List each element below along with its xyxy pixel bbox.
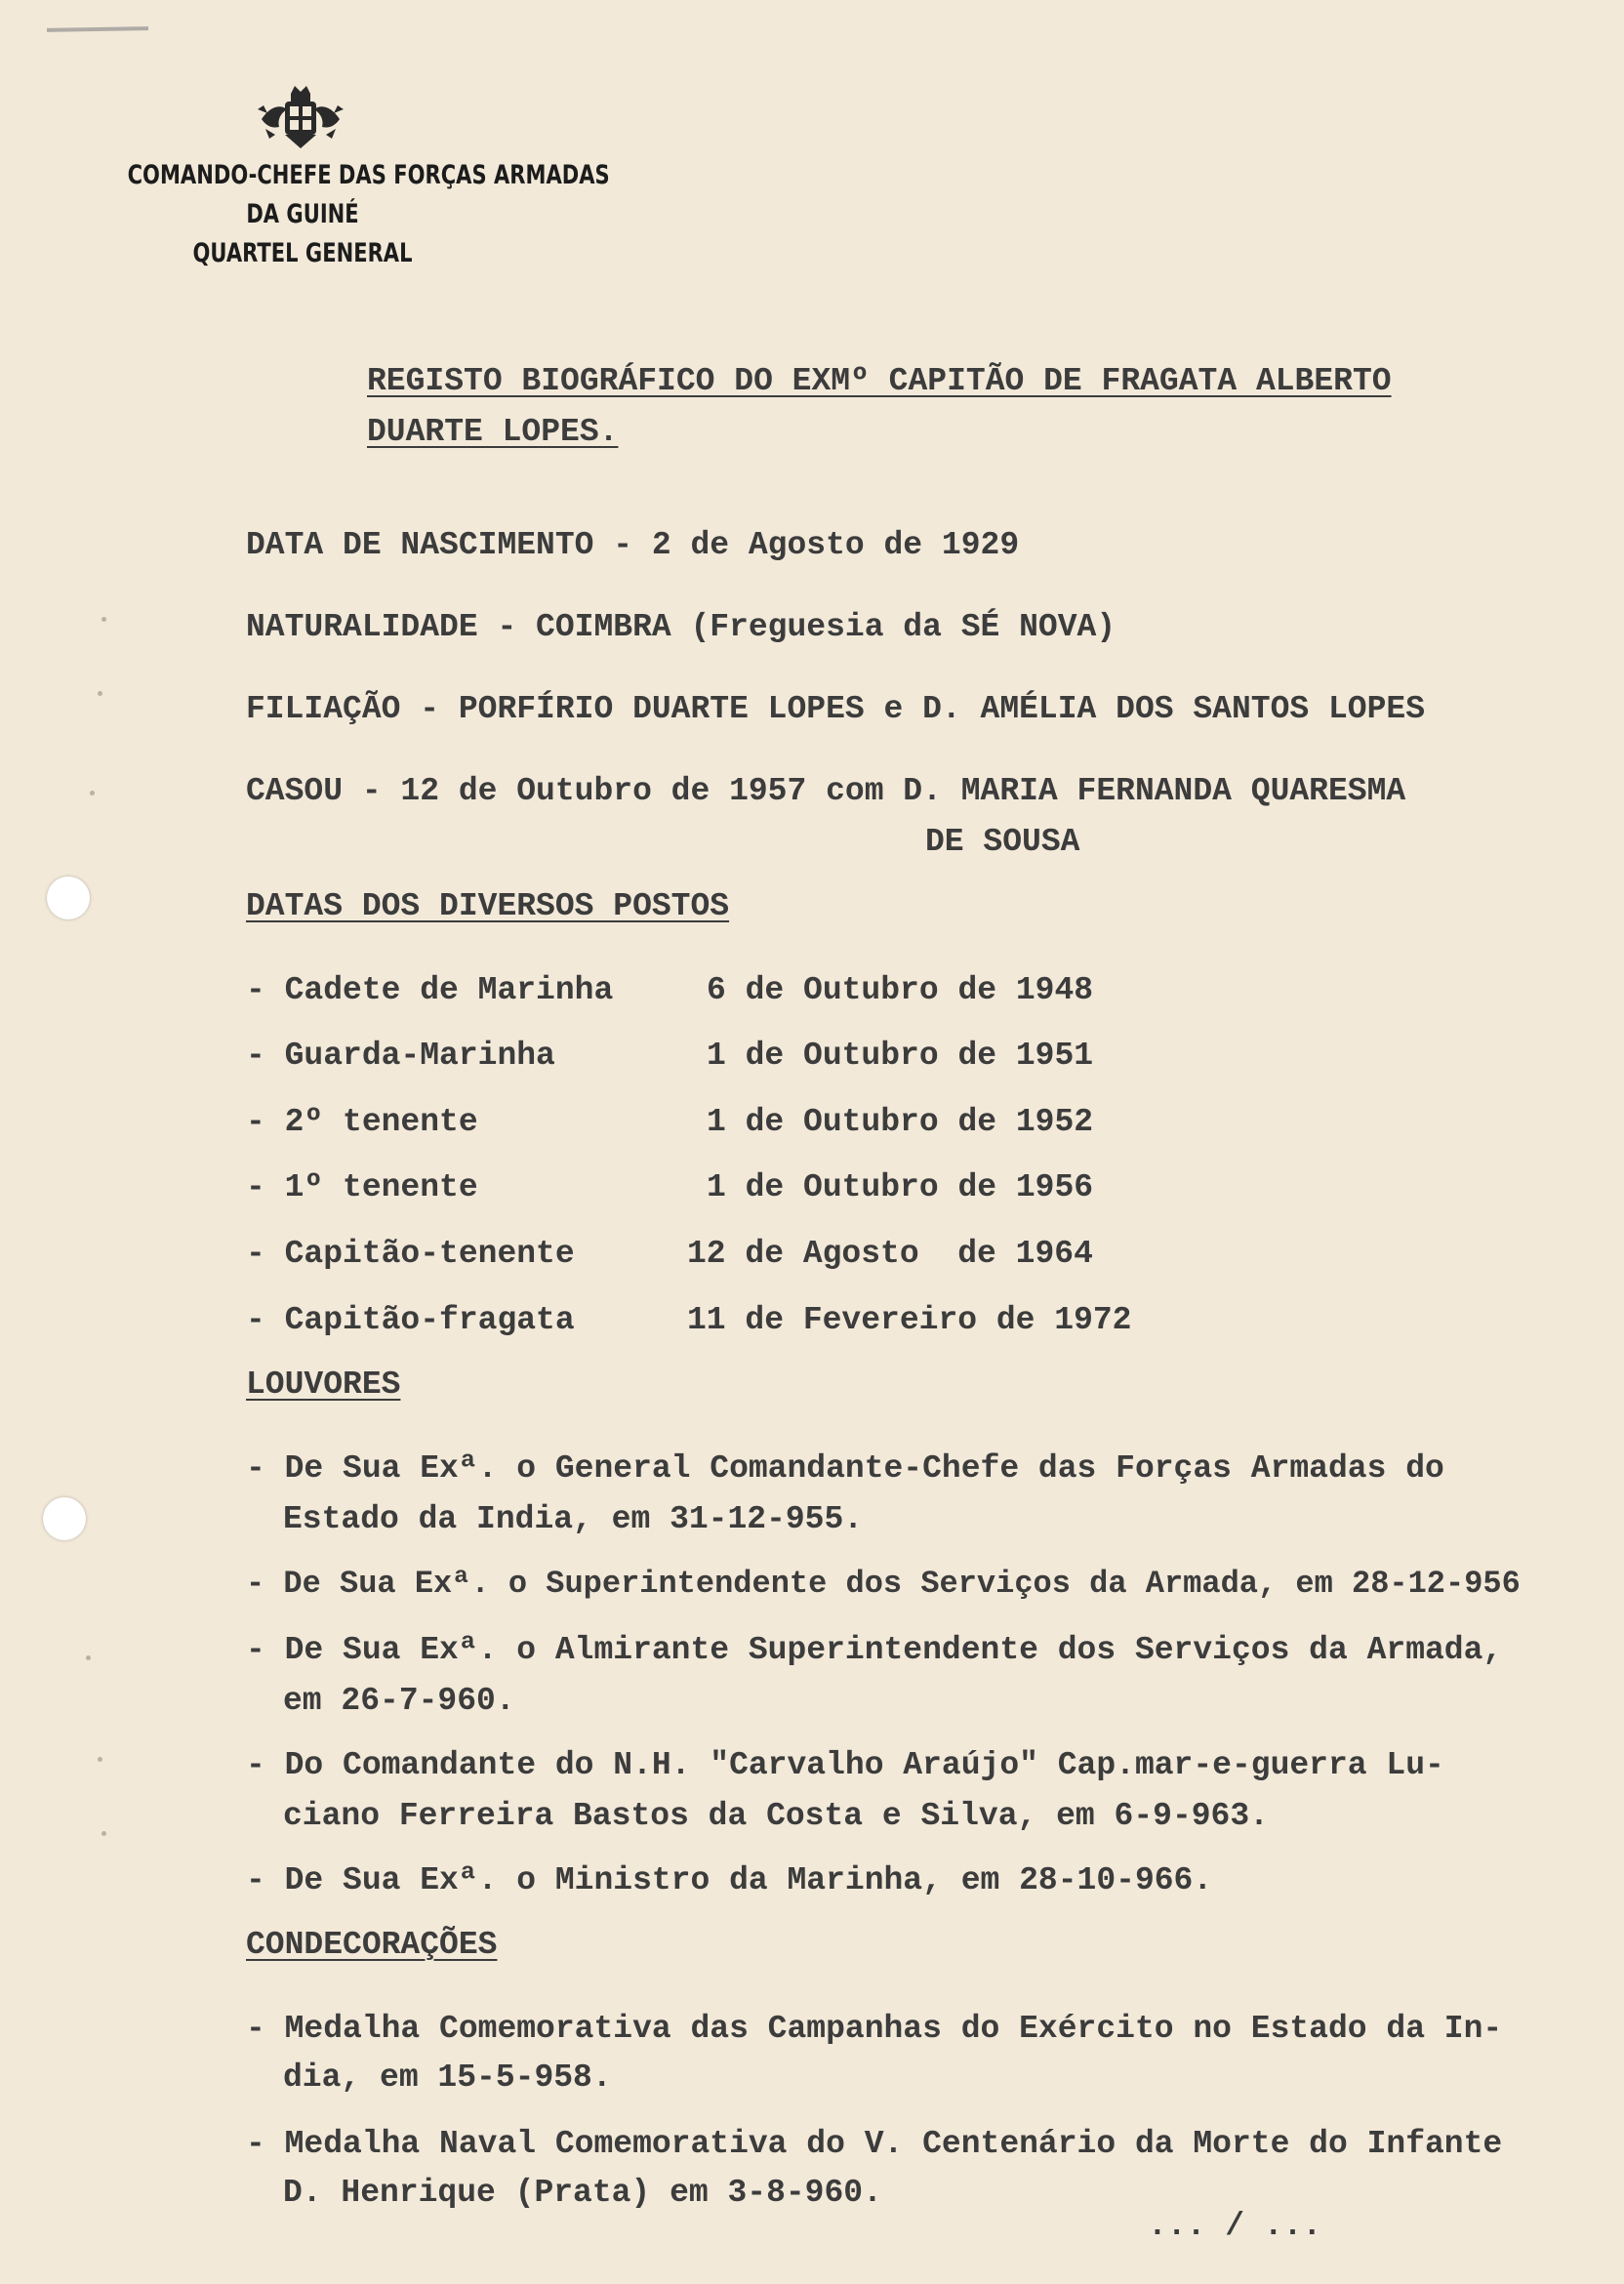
paper-speck <box>102 617 106 622</box>
paper-speck <box>98 1757 102 1762</box>
paper-speck <box>102 1831 106 1836</box>
praises-heading: LOUVORES <box>246 1366 401 1403</box>
praise-line: - De Sua Exª. o Almirante Superintendente dos Serviços da Armada, <box>246 1632 1503 1668</box>
document-title-line-1: REGISTO BIOGRÁFICO DO EXMº CAPITÃO DE FRAGATA ALBERTO <box>367 363 1392 399</box>
rank-name: - Guarda-Marinha <box>246 1038 555 1074</box>
pen-mark <box>47 26 148 32</box>
ranks-heading: DATAS DOS DIVERSOS POSTOS <box>246 888 730 924</box>
paper-speck <box>86 1655 91 1660</box>
punch-hole-bottom <box>43 1497 86 1540</box>
praise-line: - Do Comandante do N.H. "Carvalho Araújo" Cap.mar-e-guerra Lu- <box>246 1747 1444 1783</box>
praise-line: ciano Ferreira Bastos da Costa e Silva, em 6-9-963. <box>283 1798 1269 1834</box>
rank-name: - 2º tenente <box>246 1104 478 1140</box>
rank-date: 11 de Fevereiro de 1972 <box>687 1302 1132 1338</box>
rank-name: - Capitão-fragata <box>246 1302 575 1338</box>
letterhead-line-1: COMANDO-CHEFE DAS FORÇAS ARMADAS <box>127 160 610 190</box>
continuation-mark: ... / ... <box>1148 2208 1322 2244</box>
rank-name: - 1º tenente <box>246 1169 478 1205</box>
rank-date: 6 de Outubro de 1948 <box>707 972 1094 1008</box>
marriage-line-1: CASOU - 12 de Outubro de 1957 com D. MARIA FERNANDA QUARESMA <box>246 773 1406 809</box>
praise-line: Estado da India, em 31-12-955. <box>283 1501 864 1537</box>
birthplace: NATURALIDADE - COIMBRA (Freguesia da SÉ NOVA) <box>246 609 1116 645</box>
rank-name: - Capitão-tenente <box>246 1236 575 1272</box>
coat-of-arms-icon <box>256 80 345 154</box>
decoration-line: dia, em 15-5-958. <box>283 2060 612 2096</box>
document-title-line-2: DUARTE LOPES. <box>367 414 619 450</box>
parents: FILIAÇÃO - PORFÍRIO DUARTE LOPES e D. AMÉLIA DOS SANTOS LOPES <box>246 691 1425 727</box>
decoration-line: - Medalha Comemorativa das Campanhas do Exército no Estado da In- <box>246 2011 1503 2047</box>
rank-date: 1 de Outubro de 1951 <box>707 1038 1094 1074</box>
praise-line: em 26-7-960. <box>283 1683 515 1719</box>
letterhead-line-3: QUARTEL GENERAL <box>192 238 413 268</box>
paper-speck <box>98 691 102 696</box>
paper-speck <box>90 791 95 795</box>
praise-line: - De Sua Exª. o Superintendente dos Serviços da Armada, em 28-12-956 <box>246 1566 1521 1602</box>
decoration-line: D. Henrique (Prata) em 3-8-960. <box>283 2175 882 2211</box>
praise-line: - De Sua Exª. o General Comandante-Chefe das Forças Armadas do <box>246 1450 1444 1487</box>
rank-date: 1 de Outubro de 1956 <box>707 1169 1094 1205</box>
decoration-line: - Medalha Naval Comemorativa do V. Centenário da Morte do Infante <box>246 2126 1503 2162</box>
letterhead-line-2: DA GUINÉ <box>246 199 359 229</box>
marriage-line-2: DE SOUSA <box>925 824 1080 860</box>
rank-date: 1 de Outubro de 1952 <box>707 1104 1094 1140</box>
decorations-heading: CONDECORAÇÕES <box>246 1927 498 1963</box>
rank-date: 12 de Agosto de 1964 <box>687 1236 1093 1272</box>
rank-name: - Cadete de Marinha <box>246 972 614 1008</box>
birth-date: DATA DE NASCIMENTO - 2 de Agosto de 1929 <box>246 527 1020 563</box>
letterhead <box>127 156 610 273</box>
praise-line: - De Sua Exª. o Ministro da Marinha, em 28-10-966. <box>246 1862 1213 1898</box>
punch-hole-top <box>47 877 90 919</box>
